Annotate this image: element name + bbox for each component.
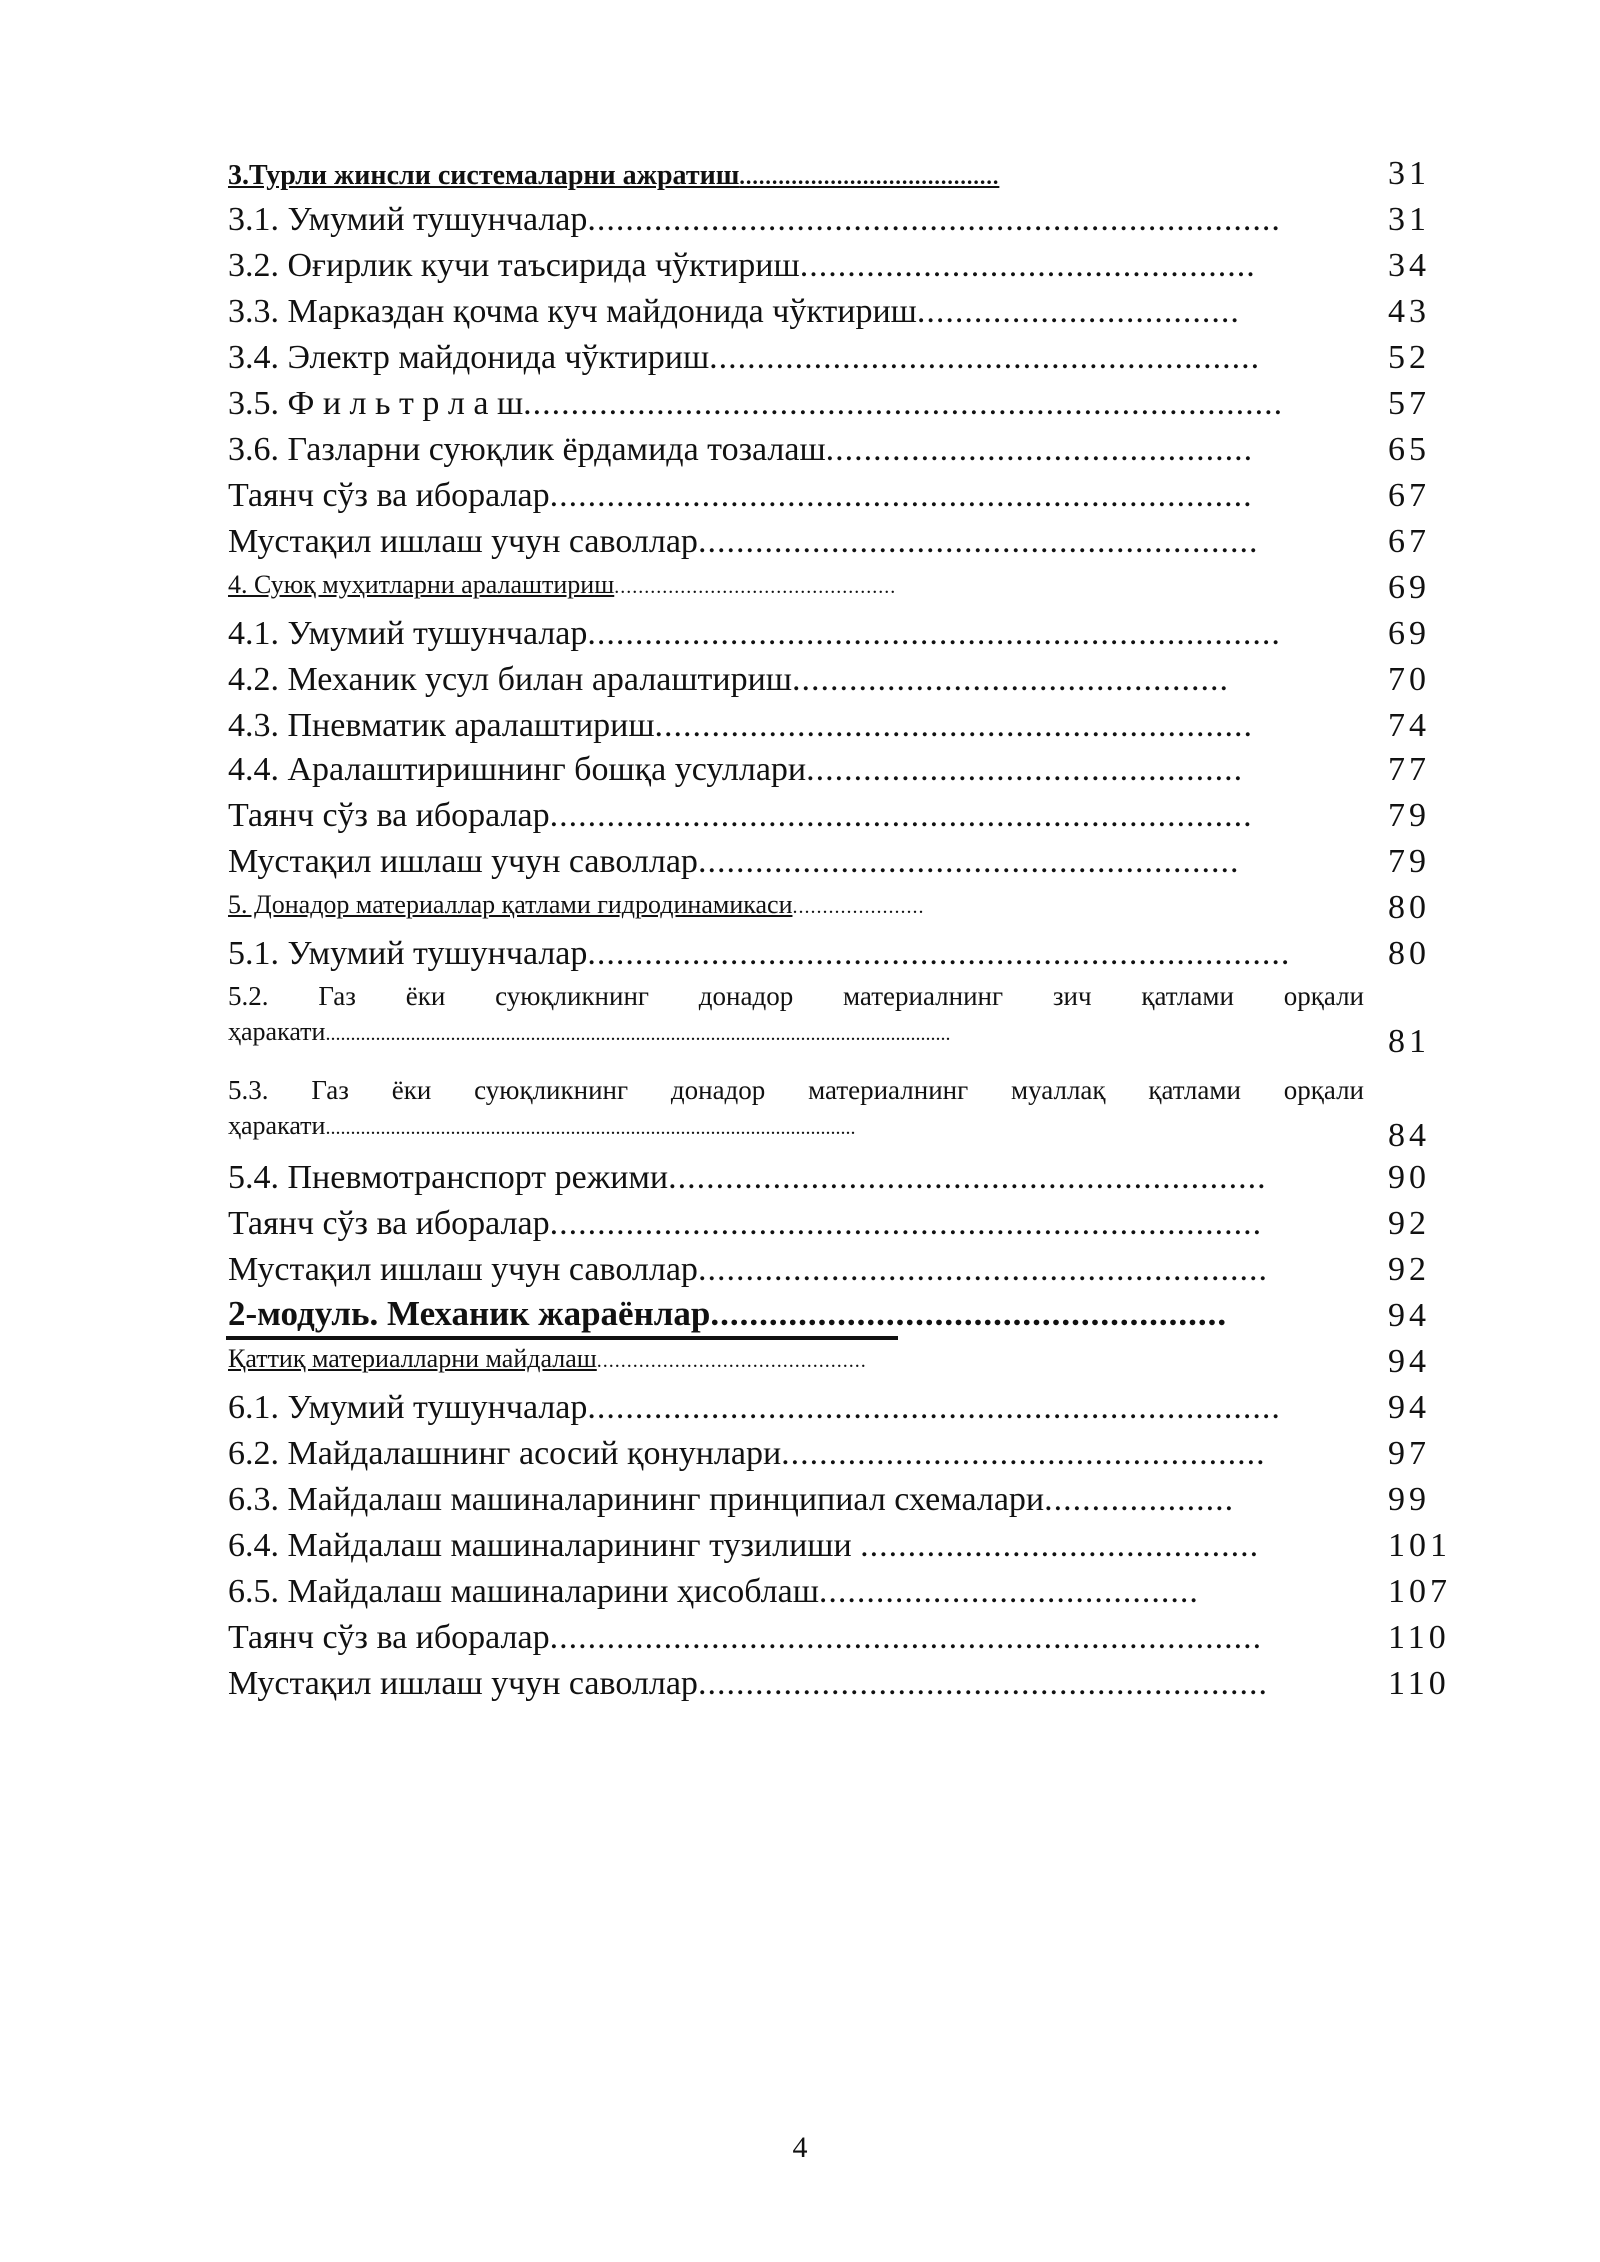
toc-entry-title: 4.3. Пневматик аралаштириш (228, 707, 655, 744)
toc-page-number: 110 (1388, 1665, 1450, 1702)
toc-entry-title: 4.4. Аралаштиришнинг бошқа усуллари (228, 751, 807, 788)
toc-page-number: 43 (1388, 293, 1430, 330)
toc-entry-title-continued (228, 1108, 1188, 1146)
toc-entry-title: 2-модуль. Механик жараёнлар (228, 1294, 711, 1333)
toc-leader-dots: ........................................ (818, 1573, 1199, 1610)
toc-entry-5-4[interactable] (228, 1158, 1358, 1198)
toc-leader-dots: ............................................... (614, 576, 897, 598)
toc-entry-title: 3.6. Газларни суюқлик ёрдамида тозалаш (228, 431, 826, 468)
toc-entry-title: Мустақил ишлаш учун саволлар (228, 843, 698, 880)
toc-entry-title: 3.5. Ф и л ь т р л а ш (228, 385, 524, 422)
toc-entry-6-4[interactable] (228, 1526, 1358, 1566)
toc-page-number: 81 (1388, 1023, 1430, 1060)
toc-entry-questions-5[interactable] (228, 1250, 1358, 1290)
toc-entry-6-1[interactable] (228, 1388, 1358, 1428)
toc-entry-title: 5.4. Пневмотранспорт режими (228, 1159, 669, 1196)
toc-entry-title: Мустақил ишлаш учун саволлар (228, 523, 698, 560)
toc-entry-chapter-3[interactable] (228, 156, 1358, 197)
toc-leader-dots: ................................................ (799, 247, 1256, 284)
toc-leader-dots: .......................................................................... (549, 477, 1253, 514)
toc-leader-dots: .......................................................................... (549, 797, 1253, 834)
toc-entry-chapter-5[interactable] (228, 890, 1358, 922)
toc-entry-title: 4.2. Механик усул билан аралаштириш (228, 661, 792, 698)
toc-page-number: 52 (1388, 339, 1430, 376)
toc-page-number: 94 (1388, 1297, 1430, 1334)
toc-page-number: 110 (1388, 1619, 1450, 1656)
toc-page-number: 69 (1388, 615, 1430, 652)
toc-page-number: 80 (1388, 935, 1430, 972)
toc-entry-chapter-4[interactable] (228, 570, 1358, 602)
toc-entry-5-2[interactable] (228, 978, 1364, 1052)
toc-page-number: 92 (1388, 1251, 1430, 1288)
toc-entry-title: Таянч сўз ва иборалар (228, 797, 550, 834)
toc-page-number: 94 (1388, 1389, 1430, 1426)
toc-entry-3-2[interactable] (228, 246, 1358, 286)
toc-entry-chapter-6[interactable] (228, 1344, 1358, 1376)
toc-entry-title: Таянч сўз ва иборалар (228, 1205, 550, 1242)
toc-entry-title: 5.3. Газ ёки суюқликнинг донадор материалнинг муаллақ қатлами орқали (228, 1075, 1364, 1105)
toc-entry-6-5[interactable] (228, 1572, 1358, 1612)
toc-entry-title-cont-text: ҳаракати (228, 1017, 326, 1046)
toc-entry-title: 3.1. Умумий тушунчалар (228, 201, 588, 238)
toc-page-number: 77 (1388, 751, 1430, 788)
toc-entry-3-6[interactable] (228, 430, 1358, 470)
toc-entry-6-2[interactable] (228, 1434, 1358, 1474)
toc-entry-keywords-6[interactable] (228, 1618, 1358, 1658)
toc-page-number: 34 (1388, 247, 1430, 284)
toc-leader-dots: ................................................................................ (523, 385, 1284, 422)
toc-entry-title: 6.1. Умумий тушунчалар (228, 1389, 588, 1426)
toc-leader-dots: ............................................. (596, 1350, 867, 1372)
toc-entry-title: Таянч сўз ва иборалар (228, 477, 550, 514)
page-footer-number: 4 (792, 2131, 808, 2164)
toc-entry-title: 6.3. Майдалаш машиналарининг принципиал схемалари (228, 1481, 1045, 1518)
toc-entry-questions-4[interactable] (228, 842, 1358, 882)
toc-leader-dots: .............................................. (806, 751, 1244, 788)
toc-leader-dots: ......................................................................... (587, 201, 1281, 238)
toc-entry-title: 3.3. Марказдан қочма куч майдонида чўктириш (228, 293, 917, 330)
toc-entry-title-cont-text: ҳаракати (228, 1111, 326, 1140)
toc-entry-title: 3.Турли жинсли системаларни ажратиш (228, 160, 740, 191)
toc-entry-title: Қаттиқ материалларни майдалаш (228, 1344, 597, 1373)
toc-page-number: 74 (1388, 707, 1430, 744)
module-heading-underline (226, 1336, 898, 1340)
toc-entry-title: 6.5. Майдалаш машиналарини ҳисоблаш (228, 1573, 819, 1610)
toc-page-number: 31 (1388, 155, 1430, 192)
toc-entry-title: Мустақил ишлаш учун саволлар (228, 1251, 698, 1288)
toc-leader-dots: .................... (1044, 1481, 1235, 1518)
toc-page-number: 84 (1388, 1117, 1430, 1154)
toc-page-number: 70 (1388, 661, 1430, 698)
toc-page-number: 67 (1388, 477, 1430, 514)
toc-leader-dots: ......................................................................... (587, 1389, 1281, 1426)
toc-entry-3-4[interactable] (228, 338, 1358, 378)
toc-leader-dots: ............................................................ (697, 1665, 1268, 1702)
toc-entry-title: 4. Суюқ муҳитларни аралаштириш (228, 570, 615, 599)
toc-entry-4-2[interactable] (228, 660, 1358, 700)
toc-entry-title: 3.4. Электр майдонида чўктириш (228, 339, 710, 376)
toc-leader-dots: .......................................................................... (587, 935, 1291, 972)
toc-page-number: 69 (1388, 569, 1430, 606)
toc-entry-keywords-4[interactable] (228, 796, 1358, 836)
toc-entry-3-3[interactable] (228, 292, 1358, 332)
toc-entry-title: 6.2. Майдалашнинг асосий қонунлари (228, 1435, 782, 1472)
toc-leader-dots: ..................................................... (710, 1294, 1228, 1333)
toc-entry-title: Мустақил ишлаш учун саволлар (228, 1665, 698, 1702)
toc-page-number: 97 (1388, 1435, 1430, 1472)
toc-entry-title: Таянч сўз ва иборалар (228, 1619, 550, 1656)
toc-page-number: 79 (1388, 797, 1430, 834)
toc-leader-dots: .......................................................... (709, 339, 1261, 376)
toc-entry-keywords-5[interactable] (228, 1204, 1358, 1244)
toc-page-number: 67 (1388, 523, 1430, 560)
toc-page-number: 57 (1388, 385, 1430, 422)
toc-leader-dots: .......................................................................................................... (325, 1117, 856, 1139)
toc-entry-5-3[interactable] (228, 1072, 1364, 1146)
toc-entry-title: 6.4. Майдалаш машиналарининг тузилиши (228, 1527, 861, 1564)
toc-leader-dots: ........................................ (739, 164, 1000, 189)
toc-page-number: 90 (1388, 1159, 1430, 1196)
toc-page-number: 99 (1388, 1481, 1430, 1518)
toc-leader-dots: ........................................................... (697, 523, 1259, 560)
toc-entry-3-5[interactable] (228, 384, 1358, 424)
toc-leader-dots: ........................................................................... (549, 1205, 1263, 1242)
toc-entry-4-1[interactable] (228, 614, 1358, 654)
toc-entry-questions-3[interactable] (228, 522, 1358, 562)
toc-leader-dots: ......................................................... (697, 843, 1240, 880)
toc-page-number: 80 (1388, 889, 1430, 926)
toc-page-number: 31 (1388, 201, 1430, 238)
toc-entry-title: 5.1. Умумий тушунчалар (228, 935, 588, 972)
toc-entry-4-4[interactable] (228, 750, 1358, 790)
toc-entry-title-continued (228, 1014, 1188, 1052)
toc-leader-dots: ................................................... (781, 1435, 1266, 1472)
toc-leader-dots: ............................................................ (697, 1251, 1268, 1288)
toc-page-number: 79 (1388, 843, 1430, 880)
toc-leader-dots: ........................................................................... (549, 1619, 1263, 1656)
toc-entry-keywords-3[interactable] (228, 476, 1358, 516)
toc-leader-dots: ...................... (792, 896, 925, 918)
toc-page-number: 107 (1388, 1573, 1451, 1610)
toc-page-number: 65 (1388, 431, 1430, 468)
toc-entry-5-1[interactable] (228, 934, 1358, 974)
toc-entry-questions-6[interactable] (228, 1664, 1358, 1704)
toc-leader-dots: ............................................. (825, 431, 1254, 468)
toc-page-number: 94 (1388, 1343, 1430, 1380)
toc-entry-4-3[interactable] (228, 706, 1358, 746)
toc-leader-dots: .......................................... (860, 1527, 1260, 1564)
toc-entry-title: 5.2. Газ ёки суюқликнинг донадор материалнинг зич қатлами орқали (228, 981, 1364, 1011)
toc-entry-title: 3.2. Оғирлик кучи таъсирида чўктириш (228, 247, 800, 284)
toc-leader-dots: ............................................................................................................................. (325, 1023, 951, 1045)
toc-entry-6-3[interactable] (228, 1480, 1358, 1520)
toc-entry-title: 4.1. Умумий тушунчалар (228, 615, 588, 652)
toc-page-number: 92 (1388, 1205, 1430, 1242)
toc-leader-dots: .............................................. (792, 661, 1229, 698)
toc-leader-dots: ............................................................... (654, 707, 1254, 744)
toc-entry-3-1[interactable] (228, 200, 1358, 240)
toc-entry-title: 5. Донадор материаллар қатлами гидродинамикаси (228, 890, 793, 919)
toc-leader-dots: ............................................................... (668, 1159, 1267, 1196)
toc-entry-module-2[interactable] (228, 1294, 1358, 1334)
toc-page-number: 101 (1388, 1527, 1451, 1564)
toc-leader-dots: .................................. (916, 293, 1240, 330)
toc-leader-dots: ......................................................................... (587, 615, 1281, 652)
